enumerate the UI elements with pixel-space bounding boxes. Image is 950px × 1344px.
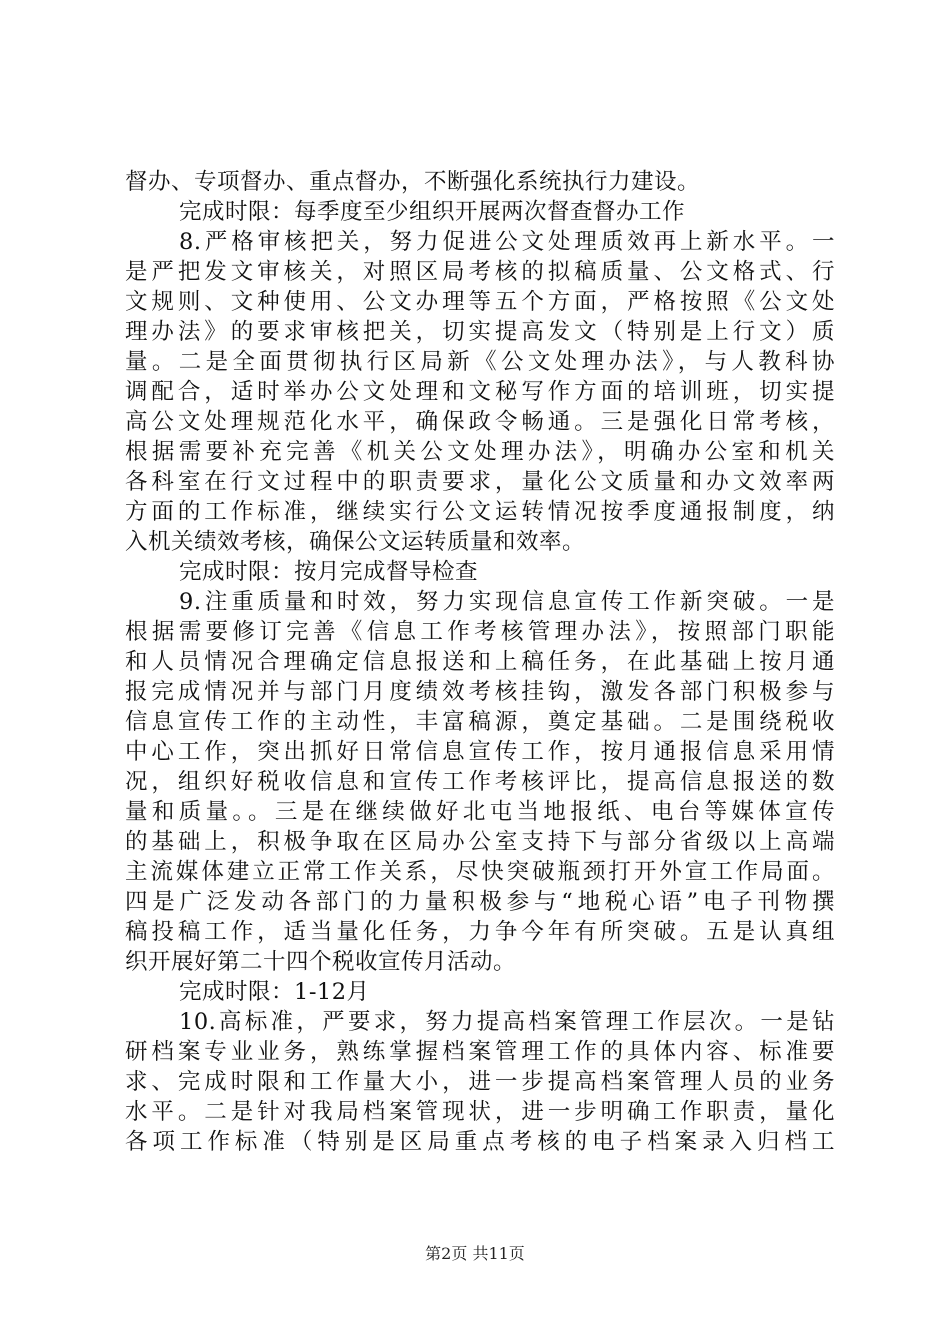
text-line: 文规则、文种使用、公文办理等五个方面，严格按照《公文处 [125,289,835,315]
text-line: 各项工作标准（特别是区局重点考核的电子档案录入归档工 [125,1129,835,1155]
text-line: 中心工作，突出抓好日常信息宣传工作，按月通报信息采用情 [125,739,835,765]
text-line: 9.注重质量和时效，努力实现信息宣传工作新突破。一是 [179,589,835,615]
text-line: 信息宣传工作的主动性，丰富稿源，奠定基础。二是围绕税收 [125,709,835,735]
text-line: 完成时限：按月完成督导检查 [179,559,479,585]
text-line: 主流媒体建立正常工作关系，尽快突破瓶颈打开外宣工作局面。 [125,859,835,885]
document-body [125,167,835,1157]
text-line: 完成时限：每季度至少组织开展两次督查督办工作 [179,199,686,225]
text-line: 量和质量。。三是在继续做好北屯当地报纸、电台等媒体宣传 [125,799,835,825]
text-line: 况，组织好税收信息和宣传工作考核评比，提高信息报送的数 [125,769,835,795]
text-line: 入机关绩效考核，确保公文运转质量和效率。 [125,529,586,555]
text-line: 督办、专项督办、重点督办，不断强化系统执行力建设。 [125,169,701,195]
text-line: 报完成情况并与部门月度绩效考核挂钩，激发各部门积极参与 [125,679,835,705]
text-line: 四是广泛发动各部门的力量积极参与“地税心语”电子刊物撰 [125,889,835,915]
text-line: 和人员情况合理确定信息报送和上稿任务，在此基础上按月通 [125,649,835,675]
text-line: 求、完成时限和工作量大小，进一步提高档案管理人员的业务 [125,1069,835,1095]
text-line: 量。二是全面贯彻执行区局新《公文处理办法》，与人教科协 [125,349,835,375]
text-line: 调配合，适时举办公文处理和文秘写作方面的培训班，切实提 [125,379,835,405]
text-line: 方面的工作标准，继续实行公文运转情况按季度通报制度，纳 [125,499,835,525]
text-line: 理办法》的要求审核把关，切实提高发文（特别是上行文）质 [125,319,835,345]
text-line: 8.严格审核把关，努力促进公文处理质效再上新水平。一 [179,229,835,255]
text-line: 完成时限：1-12月 [179,979,370,1005]
text-line: 稿投稿工作，适当量化任务，力争今年有所突破。五是认真组 [125,919,835,945]
text-line: 的基础上，积极争取在区局办公室支持下与部分省级以上高端 [125,829,835,855]
text-line: 各科室在行文过程中的职责要求，量化公文质量和办文效率两 [125,469,835,495]
page-footer [0,1242,950,1266]
text-line: 织开展好第二十四个税收宣传月活动。 [125,949,517,975]
page-number: 第2页 共11页 [425,1244,525,1263]
text-line: 高公文处理规范化水平，确保政令畅通。三是强化日常考核， [125,409,835,435]
text-line: 10.高标准，严要求，努力提高档案管理工作层次。一是钻 [179,1009,835,1035]
text-line: 是严把发文审核关，对照区局考核的拟稿质量、公文格式、行 [125,259,835,285]
text-line: 根据需要补充完善《机关公文处理办法》，明确办公室和机关 [125,439,835,465]
text-line: 研档案专业业务，熟练掌握档案管理工作的具体内容、标准要 [125,1039,835,1065]
text-line: 根据需要修订完善《信息工作考核管理办法》，按照部门职能 [125,619,835,645]
text-line: 水平。二是针对我局档案管现状，进一步明确工作职责，量化 [125,1099,835,1125]
